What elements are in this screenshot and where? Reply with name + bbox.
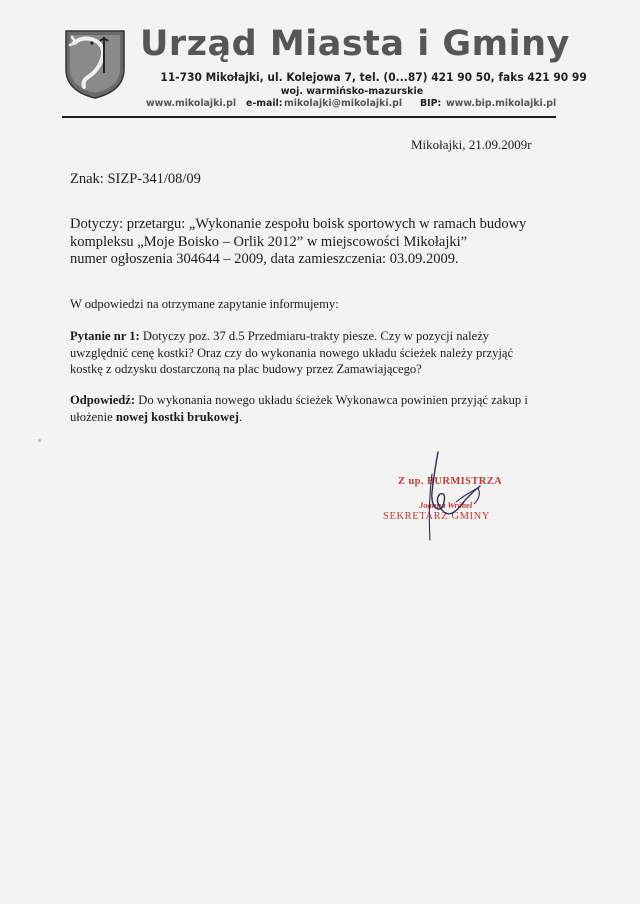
website-link[interactable]: www.mikolajki.pl (146, 98, 237, 109)
answer-emphasis: nowej kostki brukowej (115, 409, 239, 424)
email-label: e-mail: (246, 98, 283, 109)
institution-title: Urząd Miasta i Gminy (140, 24, 570, 64)
subject-line: numer ogłoszenia 304644 – 2009, data zamieszczenia: 03.09.2009. (70, 251, 459, 267)
header-divider (62, 116, 556, 118)
institution-address: 11-730 Mikołajki, ul. Kolejowa 7, tel. (0...87) 421 90 50, faks 421 90 99 (160, 70, 587, 84)
answer-paragraph (70, 392, 528, 425)
scan-speck (38, 439, 41, 442)
question-text: uwzględnić cenę kostki? Oraz czy do wykonania nowego układu ścieżek należy przyjąć (70, 345, 514, 360)
fish-crest-icon (64, 29, 126, 99)
institution-region: woj. warmińsko-mazurskie (280, 86, 424, 97)
bip-link[interactable]: www.bip.mikolajki.pl (446, 98, 557, 109)
answer-text: . (238, 409, 243, 424)
answer-text: Do wykonania nowego układu ścieżek Wykonawca powinien przyjąć zakup i (135, 393, 528, 407)
subject-line: Dotyczy: przetargu: „Wykonanie zespołu boisk sportowych w ramach budowy (70, 216, 527, 232)
letter-subject (70, 216, 526, 269)
email-link[interactable]: mikolajki@mikolajki.pl (284, 98, 403, 109)
question-paragraph (70, 328, 513, 378)
letter-date: Mikołajki, 21.09.2009r (411, 137, 532, 152)
reference-number: Znak: SIZP-341/08/09 (70, 171, 201, 187)
answer-text: ułożenie (70, 409, 116, 424)
subject-line: kompleksu „Moje Boisko – Orlik 2012” w miejscowości Mikołajki” (70, 233, 468, 250)
question-text: Dotyczy poz. 37 d.5 Przedmiaru-trakty piesze. Czy w pozycji należy (139, 329, 490, 343)
signature-icon (382, 444, 522, 544)
answer-label: Odpowiedź: (70, 393, 136, 407)
stamp-line-authority: Z up. BURMISTRZA (398, 476, 503, 487)
stamp-line-title: SEKRETARZ GMINY (383, 511, 491, 522)
question-text: kostkę z odzysku dostarczoną na plac budowy przez Zamawiającego? (70, 362, 422, 376)
bip-label: BIP: (420, 98, 442, 109)
intro-paragraph: W odpowiedzi na otrzymane zapytanie informujemy: (70, 297, 339, 311)
official-stamp (382, 444, 522, 544)
stamp-line-name: Joanna Wróbel (419, 500, 473, 510)
question-label: Pytanie nr 1: (70, 329, 140, 343)
